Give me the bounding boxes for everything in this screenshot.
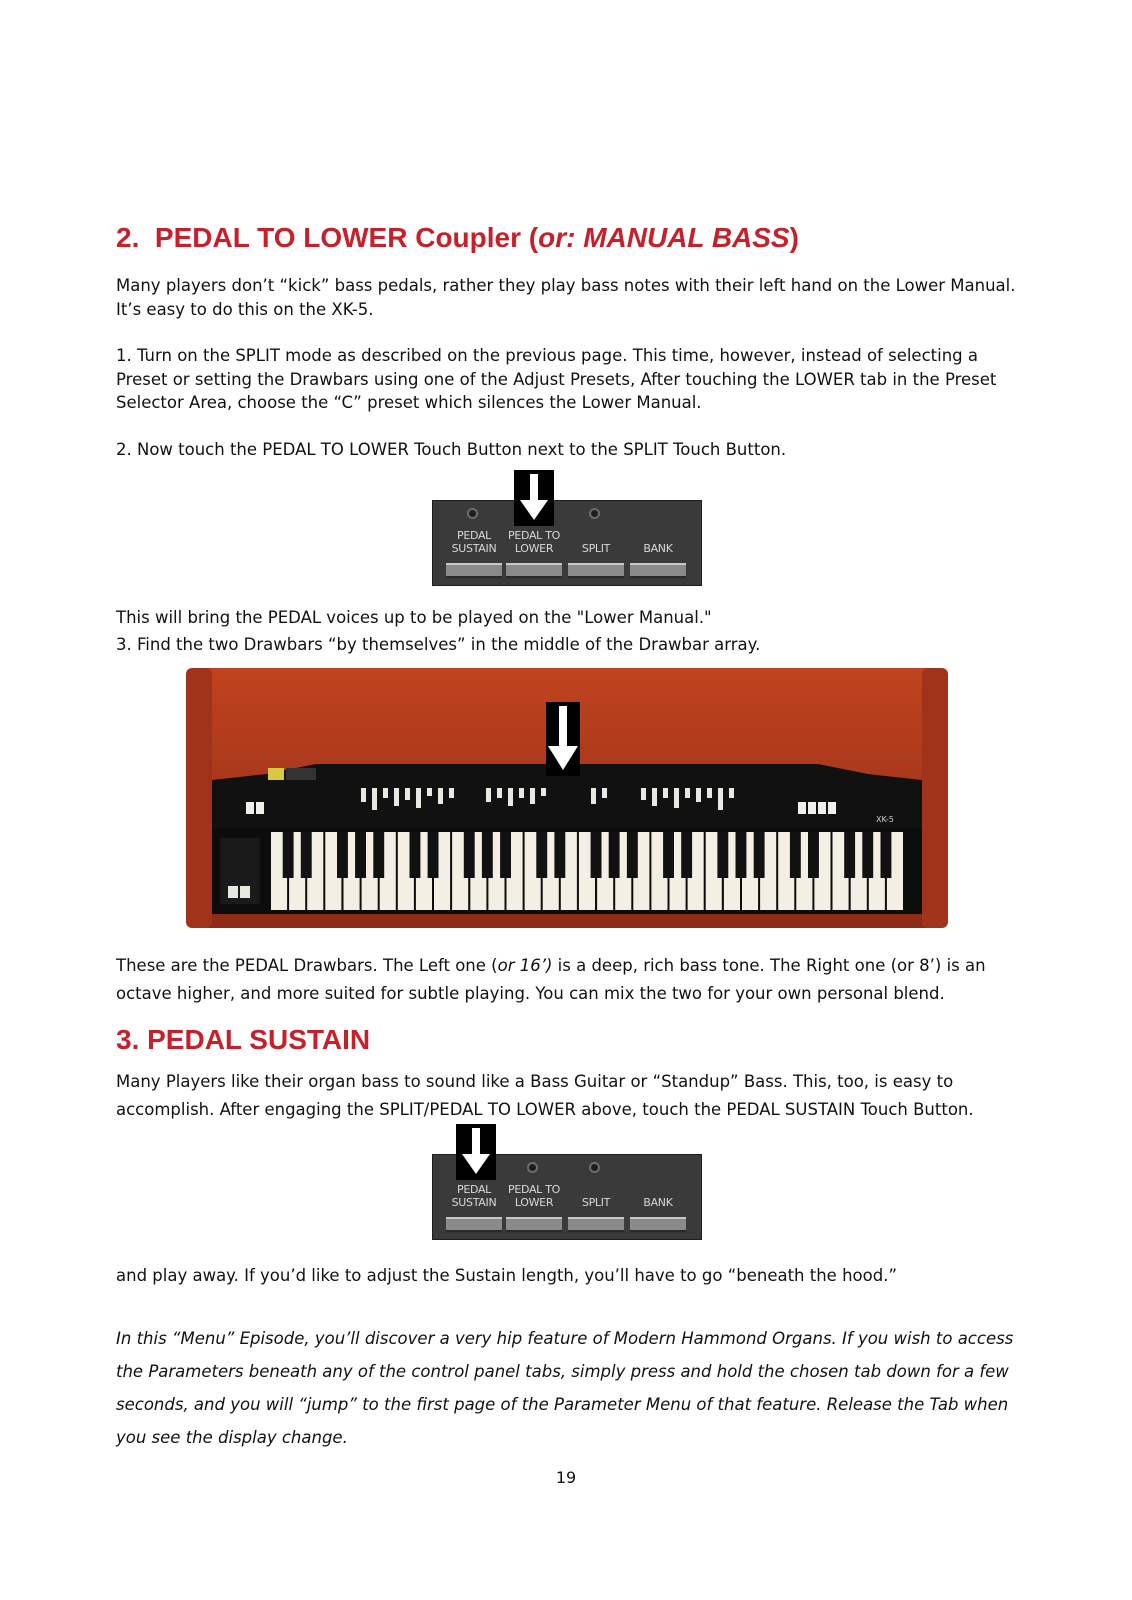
black-key [609,832,620,878]
black-key [283,832,294,878]
black-key [881,832,892,878]
led-indicator [467,508,478,519]
touch-button-panel-2: PEDAL SUSTAIN PEDAL TO LOWER SPLIT BANK [432,1154,702,1240]
black-key [373,832,384,878]
down-arrow-icon [456,1124,496,1180]
black-key [591,832,602,878]
led-indicator [527,1162,538,1173]
step-2-text: 2. Now touch the PEDAL TO LOWER Touch Button next to the SPLIT Touch Button. [116,440,787,459]
section-2-intro: Many players don’t “kick” bass pedals, rather they play bass notes with their left hand on the Lower Manual. It’s easy to do this on the XK-5. [116,276,1016,319]
down-arrow-icon [514,470,554,526]
black-key [554,832,565,878]
black-key [482,832,493,878]
black-key [717,832,728,878]
black-key [790,832,801,878]
xk5-organ-illustration [186,668,948,928]
black-key [844,832,855,878]
black-key [808,832,819,878]
page-number: 19 [555,1468,577,1487]
led-indicator [589,508,600,519]
after-panel-1-text: This will bring the PEDAL voices up to be played on the "Lower Manual." [116,608,712,627]
black-key [663,832,674,878]
pedal-drawbars-text: These are the PEDAL Drawbars. The Left one (or 16’) is a deep, rich bass tone. The Right one (or 8’) is an octave higher, and more suited for subtle playing. You can mix the two for your own personal blend. [116,956,986,1003]
model-badge: XK-5 [876,815,894,824]
black-key [500,832,511,878]
black-key [301,832,312,878]
black-key [862,832,873,878]
menu-episode-note: In this “Menu” Episode, you’ll discover a very hip feature of Modern Hammond Organs. If you wish to access the Parameters beneath any of the control panel tabs, simply press and hold the chosen tab down for a few seconds, and you will “jump” to the first page of the Parameter Menu of that feature. Release the Tab when you see the display change. [116,1329,1014,1447]
black-key [410,832,421,878]
black-key [337,832,348,878]
black-key [464,832,475,878]
step-1-text: 1. Turn on the SPLIT mode as described on the previous page. This time, however, instead of selecting a Preset or setting the Drawbars using one of the Adjust Presets, After touching the LOWER tab in the Preset Selector Area, choose the “C” preset which silences the Lower Manual. [116,346,997,412]
black-key [428,832,439,878]
section-3-heading: 3. PEDAL SUSTAIN [116,1024,371,1055]
touch-button-panel-1: PEDAL SUSTAIN PEDAL TO LOWER SPLIT BANK [432,500,702,586]
black-key [536,832,547,878]
step-3-text: 3. Find the two Drawbars “by themselves” in the middle of the Drawbar array. [116,635,761,654]
led-indicator [589,1162,600,1173]
black-key [754,832,765,878]
section-2-heading: 2. PEDAL TO LOWER Coupler (or: MANUAL BASS) [116,222,799,253]
section-3-intro: Many Players like their organ bass to sound like a Bass Guitar or “Standup” Bass. This, too, is easy to accomplish. After engaging the SPLIT/PEDAL TO LOWER above, touch the PEDAL SUSTAIN Touch Button. [116,1072,974,1119]
black-key [355,832,366,878]
black-key [681,832,692,878]
after-panel-2-text: and play away. If you’d like to adjust the Sustain length, you’ll have to go “beneath the hood.” [116,1266,897,1285]
black-key [736,832,747,878]
black-key [627,832,638,878]
